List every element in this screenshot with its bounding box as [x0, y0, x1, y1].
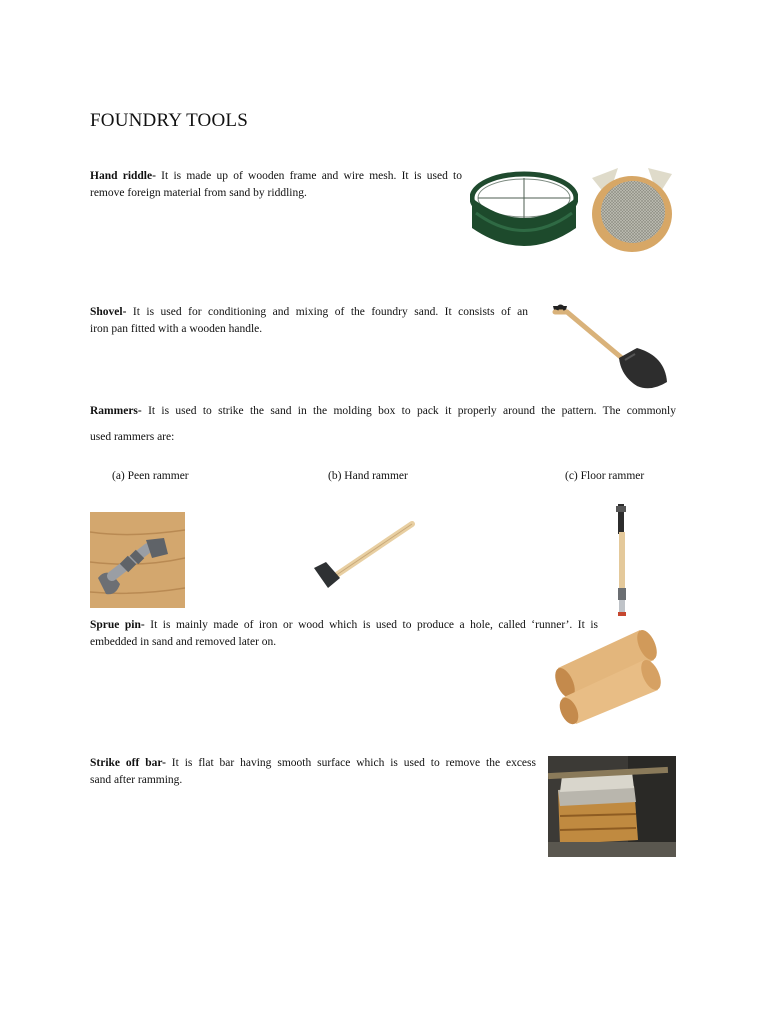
sprue-pin-line-1: Sprue pin- It is mainly made of iron or wood which is used to produce a hole, called ‘runner’. It is — [90, 619, 599, 631]
rammers-line-2: used rammers are: — [90, 431, 175, 443]
hand-riddle-term: Hand riddle- — [90, 170, 156, 182]
rammers-term: Rammers- — [90, 405, 142, 417]
hand-riddle-line-2: remove foreign material from sand by riddling. — [90, 187, 307, 199]
floor-rammer-image — [608, 502, 638, 618]
strike-off-bar-term: Strike off bar- — [90, 757, 166, 769]
rammers-line-1: Rammers- It is used to strike the sand in the molding box to pack it properly around the pattern. The commonly — [90, 405, 676, 417]
strike-off-bar-line-2: sand after ramming. — [90, 774, 183, 786]
hand-rammer-label: (b) Hand rammer — [328, 470, 408, 482]
strike-off-bar-line-1: Strike off bar- It is flat bar having smooth surface which is used to remove the excess — [90, 757, 536, 769]
peen-rammer-image — [90, 512, 185, 608]
hand-riddle-image-wood — [588, 168, 676, 254]
page-title: FOUNDRY TOOLS — [90, 110, 248, 131]
strike-off-bar-image — [548, 756, 676, 857]
sprue-pin-paragraph — [90, 617, 598, 651]
hand-riddle-line-1: Hand riddle- It is made up of wooden frame and wire mesh. It is used to — [90, 170, 462, 182]
hand-riddle-image-green — [470, 168, 578, 256]
hand-riddle-paragraph — [90, 168, 462, 202]
shovel-paragraph — [90, 304, 528, 338]
shovel-line-2: iron pan fitted with a wooden handle. — [90, 323, 263, 335]
shovel-image — [545, 300, 671, 392]
sprue-pin-term: Sprue pin- — [90, 619, 145, 631]
shovel-line-1: Shovel- It is used for conditioning and mixing of the foundry sand. It consists of an — [90, 306, 528, 318]
floor-rammer-label: (c) Floor rammer — [565, 470, 645, 482]
rammers-paragraph — [90, 398, 676, 450]
hand-rammer-image — [308, 516, 416, 600]
peen-rammer-label: (a) Peen rammer — [112, 470, 189, 482]
strike-off-bar-paragraph — [90, 755, 536, 789]
sprue-pin-image — [544, 616, 664, 726]
shovel-term: Shovel- — [90, 306, 127, 318]
sprue-pin-line-2: embedded in sand and removed later on. — [90, 636, 277, 648]
